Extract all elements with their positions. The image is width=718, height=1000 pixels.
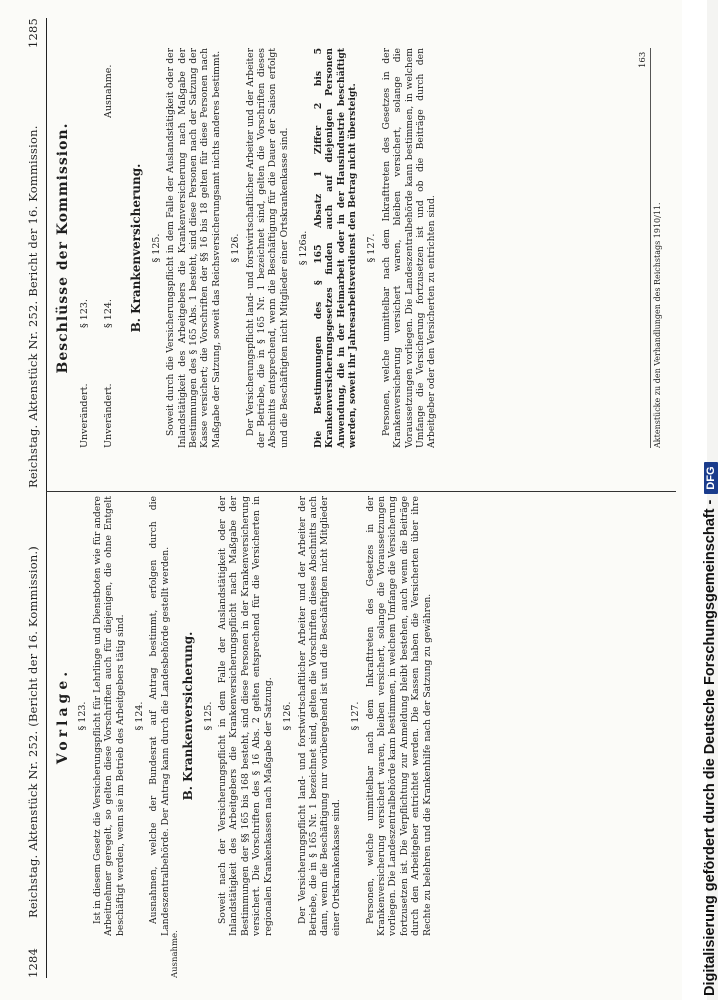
right-paragraph-126a: Die Bestimmungen des § 165 Absatz 1 Ziffer 2 bis 5 Krankenversicherungsgesetzes finden auch auf diejenigen Personen Anwendung, die in der Heimarbeit oder in der Hausindustrie beschäftigt werden, soweit ihr Jahresarbeitsverdienst den Betrag nicht übersteigt. xyxy=(312,48,358,448)
section-125: § 125. xyxy=(202,701,214,731)
rotated-document xyxy=(20,18,680,978)
dfg-logo: DFG xyxy=(704,462,718,493)
section-123: § 123. xyxy=(77,701,89,731)
section-126: § 126. xyxy=(282,701,294,731)
subheading-b: B. Krankenversicherung. xyxy=(181,631,196,801)
dfg-funding-note xyxy=(702,462,718,996)
left-column xyxy=(54,496,437,936)
left-heading: Vorlage. xyxy=(55,667,71,765)
row-123-label: Unverändert. xyxy=(79,383,91,448)
right-heading: Beschlüsse der Kommission. xyxy=(55,122,71,374)
page-mark: 163 xyxy=(638,51,648,68)
right-subheading-b: B. Krankenversicherung. xyxy=(129,163,144,333)
row-124 xyxy=(101,48,119,448)
right-column xyxy=(54,48,442,448)
dfg-text: Digitalisierung gefördert durch die Deutsche Forschungsgemeinschaft - xyxy=(702,499,718,996)
right-section-125: § 125. xyxy=(150,233,162,263)
page-number-left: 1284 xyxy=(26,947,40,978)
margin-note-ausnahme: Ausnahme. xyxy=(170,930,180,978)
right-section-127: § 127. xyxy=(366,233,378,263)
header-title-left: Reichstag. Aktenstück Nr. 252. (Bericht der 16. Kommission.) xyxy=(26,546,40,918)
row-123-section: § 123. xyxy=(79,299,91,328)
footnote: Aktenstücke zu den Verhandlungen des Reichstags 1910/11. xyxy=(650,48,662,448)
section-127: § 127. xyxy=(350,701,362,731)
right-section-126: § 126. xyxy=(230,233,242,263)
paragraph-124: Ausnahmen, welche der Bundesrat auf Antrag bestimmt, erfolgen durch die Landeszentralbehörde. Der Antrag kann durch die Landesbehörde gestellt werden. xyxy=(148,496,171,936)
right-paragraph-127: Personen, welche unmittelbar nach dem Inkrafttreten des Gesetzes in der Krankenversicherung versichert waren, bleiben versichert, solange die Voraussetzungen vorliegen. Die Landeszentralbehörde kann bestimmen, in welchem Umfange die Versicherung fortzusetzen ist und ob die Beiträge durch den Arbeitgeber oder den Versicherten zu entrichten sind. xyxy=(380,48,438,448)
row-123 xyxy=(77,48,95,448)
paragraph-127: Personen, welche unmittelbar nach dem Inkrafttreten des Gesetzes in der Krankenversicherung versichert waren, bleiben versichert, solange die Voraussetzungen vorliegen. Die Landeszentralbehörde kann bestimmen, in welchem Umfange die Versicherung fortzusetzen ist. Die Verpflichtung zur Anmeldung bleibt bestehen, auch wenn die Beiträge durch den Arbeitgeber entrichtet werden. Die Kassen haben die Versicherten über ihre Rechte zu belehren und die Krankenhilfe nach der Satzung zu gewähren. xyxy=(364,496,433,936)
paragraph-123: Ist in diesem Gesetz die Versicherungspflicht für Lehrlinge und Dienstboten wie für andere Arbeitnehmer geregelt, so gelten diese Vorschriften auch für diejenigen, die ohne Entgelt beschäftigt werden, wenn sie im Betrieb des Arbeitgebers tätig sind. xyxy=(91,496,126,936)
right-paragraph-125: Soweit durch die Versicherungspflicht in dem Falle der Auslandstätigkeit oder der Inlandstätigkeit des Arbeitgebers die Krankenversicherung nach Maßgabe der Bestimmungen des § 165 Abs. 1 besteht, sind diese Personen nach der Satzung der Kasse versichert; die Vorschriften der §§ 16 bis 18 gelten für diese Personen nach Maßgabe der Satzung, soweit das Reichsversicherungsamt nichts anderes bestimmt. xyxy=(165,48,222,448)
column-divider xyxy=(46,491,676,492)
header-rule xyxy=(46,18,47,978)
row-124-section: § 124. xyxy=(103,299,115,328)
paragraph-126: Der Versicherungspflicht land- und forstwirtschaftlicher Arbeiter und der Arbeiter der Betriebe, die in § 165 Nr. 1 bezeichnet sind, gelten die Vorschriften dieses Abschnitts auch dann, wenn die Beschäftigung nur vorübergehend ist und die Beschäftigten nicht Mitglieder einer Ortskrankenkasse sind. xyxy=(296,496,342,936)
row-124-label: Unverändert. xyxy=(103,383,115,448)
right-section-126a: § 126a. xyxy=(298,230,310,266)
section-124: § 124. xyxy=(134,701,146,731)
row-124-side-note: Ausnahme. xyxy=(103,64,115,118)
right-paragraph-126: Der Versicherungspflicht land- und forstwirtschaftlicher Arbeiter und der Arbeiter der Betriebe, die in § 165 Nr. 1 bezeichnet sind, gelten die Vorschriften dieses Abschnitts entsprechend, wenn die Beschäftigung für die Dauer der Saison erfolgt und die Beschäftigten nicht Mitglieder einer Ortskrankenkasse sind. xyxy=(244,48,290,448)
page-header xyxy=(22,18,46,978)
header-title-right: Reichstag. Aktenstück Nr. 252. Bericht der 16. Kommission. xyxy=(26,125,40,488)
page-number-right: 1285 xyxy=(26,18,40,49)
paragraph-125: Soweit nach der Versicherungspflicht in dem Falle der Auslandstätigkeit oder der Inlandstätigkeit des Arbeitgebers die Krankenversicherungspflicht nach Maßgabe der Bestimmungen der §§ 165 bis 168 besteht, sind diese Personen in der Krankenversicherung versichert. Die Vorschriften des § 16 Abs. 2 gelten entsprechend für die Versicherten in regionalen Krankenkassen nach Maßgabe der Satzung. xyxy=(217,496,274,936)
